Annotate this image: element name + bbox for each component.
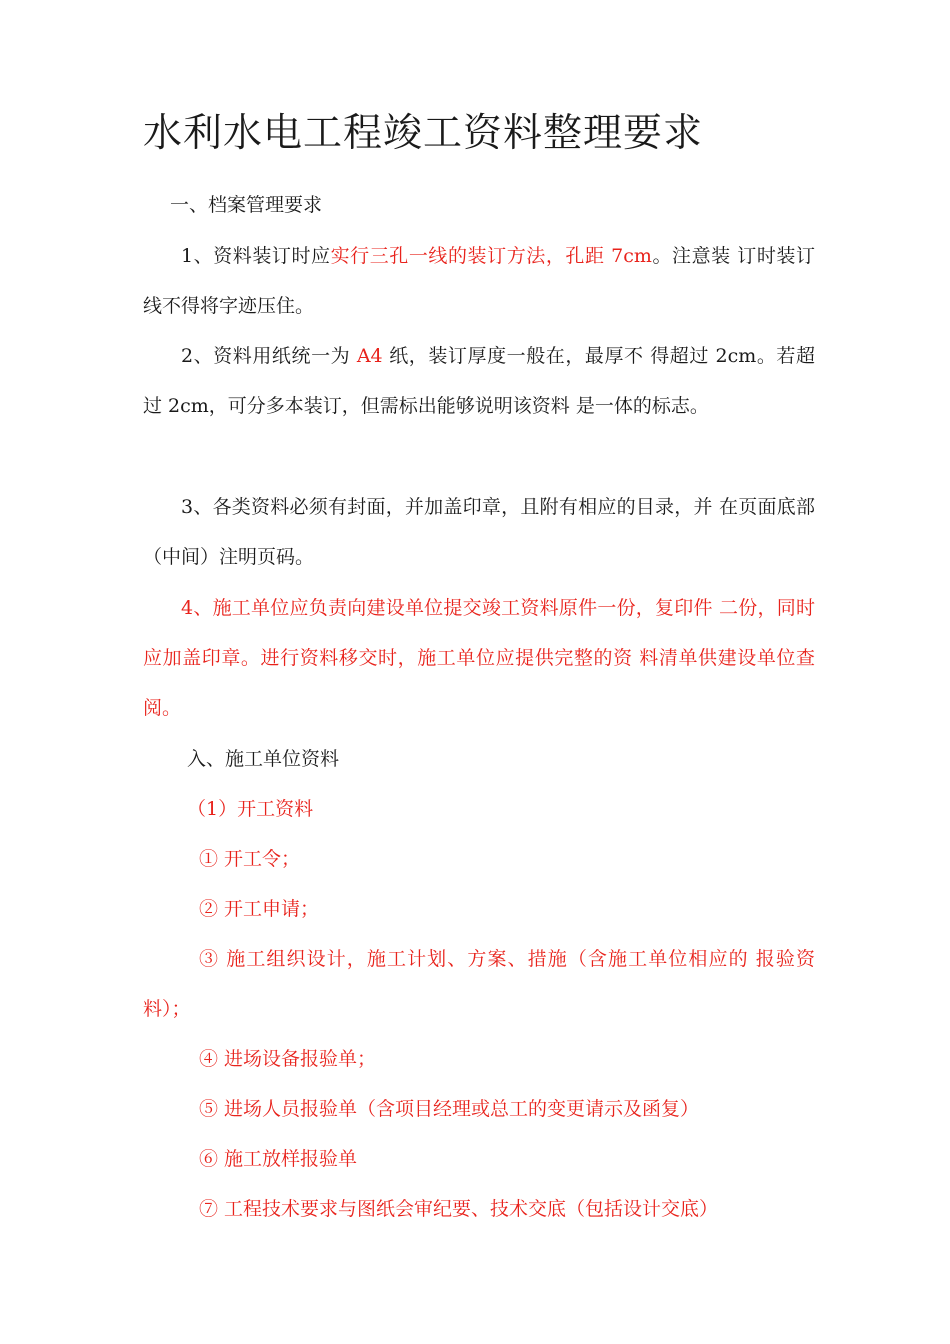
list-item: ③ 施工组织设计，施工计划、方案、措施（含施工单位相应的 报验资料）； [143, 948, 815, 1020]
paragraph-paper-text-c: 纸，装订厚度一般在，最厚不 得超过 2cm。若超过 2cm，可分多本装订，但需标出能够说明该资料 是一体的标志。 [143, 345, 815, 417]
paragraph-paper-highlight: A4 [356, 345, 383, 367]
section-heading-archive: 一、档案管理要求 [170, 194, 323, 216]
paragraph-paper [143, 331, 815, 431]
paragraph-submission: 4、施工单位应负责向建设单位提交竣工资料原件一份，复印件 二份，同时应加盖印章。进行资料移交时，施工单位应提供完整的资 料清单供建设单位查阅。 [143, 597, 815, 719]
list-item: ⑤ 进场人员报验单（含项目经理或总工的变更请示及函复） [199, 1098, 700, 1120]
list-item: ④ 进场设备报验单； [199, 1048, 377, 1070]
list-item: ① 开工令； [199, 848, 301, 870]
paragraph-binding-text-a: 1、资料装订时应 [181, 245, 331, 267]
paragraph-cover: 3、各类资料必须有封面，并加盖印章，且附有相应的目录，并 在页面底部（中间）注明页码。 [143, 496, 815, 568]
paragraph-binding [143, 231, 815, 331]
list-item: ② 开工申请； [199, 898, 320, 920]
paragraph-binding-highlight: 实行三孔一线的装订方法，孔距 7cm [330, 245, 652, 267]
paragraph-binding-text-c: 。注意装 订时装订线不得将字迹压住。 [143, 245, 815, 317]
list-item: ⑥ 施工放样报验单 [199, 1148, 358, 1170]
section-heading-construction: 入、施工单位资料 [187, 748, 340, 770]
list-item: ⑦ 工程技术要求与图纸会审纪要、技术交底（包括设计交底） [199, 1198, 719, 1220]
paragraph-paper-text-a: 2、资料用纸统一为 [181, 345, 357, 367]
document-title: 水利水电工程竣工资料整理要求 [143, 111, 704, 156]
subsection-heading-start: （1）开工资料 [187, 798, 314, 820]
